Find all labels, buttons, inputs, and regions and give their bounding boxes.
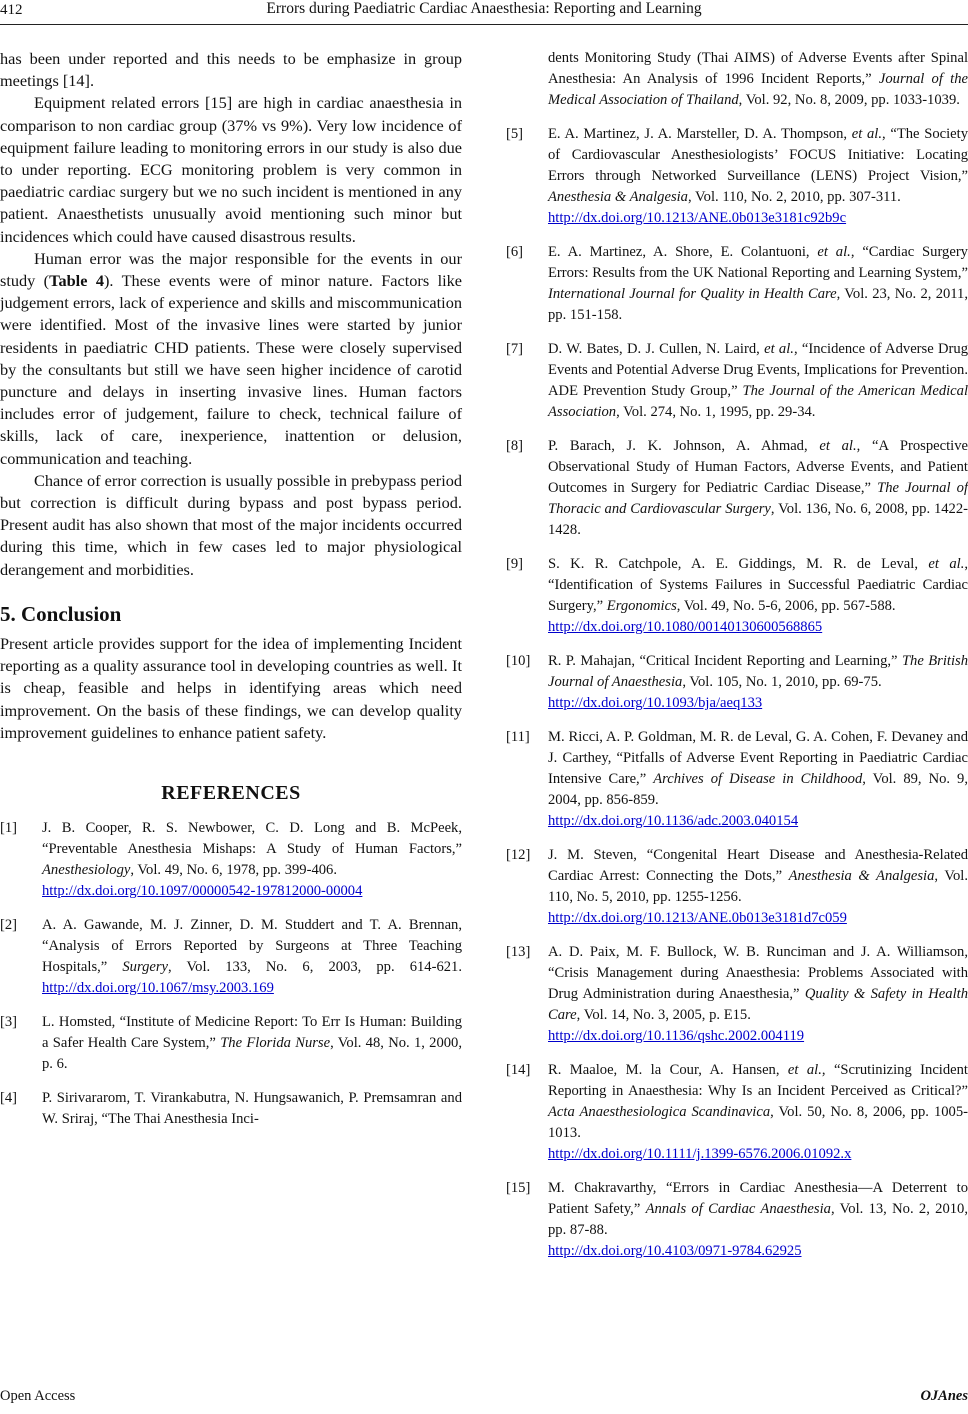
- reference-number: [2]: [0, 917, 18, 934]
- reference-details: , Vol. 48, No. 1, 2000, p. 6.: [42, 1035, 463, 1073]
- reference-number: [7]: [506, 341, 524, 357]
- reference-entry: [506, 554, 968, 638]
- reference-details: , Vol. 133, No. 6, 2003, pp. 614-621.: [168, 959, 462, 976]
- reference-etal: et al.: [928, 556, 965, 572]
- reference-doi-link[interactable]: http://dx.doi.org/10.1111/j.1399-6576.2006.01092.x: [548, 1146, 852, 1162]
- reference-number: [14]: [506, 1062, 531, 1078]
- reference-number: [13]: [506, 944, 531, 960]
- reference-details: , Vol. 136, No. 6, 2008, pp. 1422-1428.: [548, 501, 968, 538]
- reference-doi-link[interactable]: http://dx.doi.org/10.1093/bja/aeq133: [548, 695, 763, 711]
- table-reference: Table 4: [49, 271, 104, 291]
- reference-entry: [506, 727, 968, 832]
- left-column: [0, 48, 462, 1143]
- reference-journal: The British Journal of Anaesthesia: [548, 653, 968, 690]
- journal-abbreviation: OJAnes: [920, 1388, 968, 1404]
- reference-doi-link[interactable]: http://dx.doi.org/10.1136/adc.2003.040154: [548, 813, 799, 829]
- body-paragraph: has been under reported and this needs to be emphasize in group meetings [14].: [0, 49, 462, 91]
- reference-details: , Vol. 274, No. 1, 1995, pp. 29-34.: [616, 404, 816, 420]
- reference-number: [8]: [506, 438, 524, 454]
- reference-doi-link[interactable]: http://dx.doi.org/10.1080/00140130600568865: [548, 619, 823, 635]
- body-paragraph: [0, 248, 462, 470]
- reference-title: , “Scrutinizing Incident Reporting in Anaesthesia: Why Is an Incident Perceived as Critical?”: [548, 1062, 968, 1099]
- reference-details: , Vol. 49, No. 5-6, 2006, pp. 567-588.: [676, 598, 896, 614]
- reference-details: , Vol. 110, No. 5, 2010, pp. 1255-1256.: [548, 868, 968, 905]
- reference-entry: [506, 942, 968, 1047]
- reference-entry: [506, 1060, 968, 1165]
- reference-authors-title: J. M. Steven, “Congenital Heart Disease and Anesthesia-Related Cardiac Arrest: Connecting the Dots,”: [548, 847, 968, 884]
- reference-doi-link[interactable]: http://dx.doi.org/10.1213/ANE.0b013e3181d7c059: [548, 910, 847, 926]
- reference-entry: [506, 339, 968, 423]
- reference-entry: [506, 651, 968, 714]
- reference-authors-title: dents Monitoring Study (Thai AIMS) of Adverse Events after Spinal Anesthesia: An Analysis of 1996 Incident Reports,”: [548, 50, 968, 87]
- reference-etal: et al.: [819, 438, 857, 454]
- page-number: 412: [0, 2, 23, 18]
- paragraph-text: Human error was the major responsible for the events in our study (: [0, 248, 462, 291]
- reference-journal: Quality & Safety in Health Care: [548, 986, 968, 1023]
- reference-details: , Vol. 13, No. 2, 2010, pp. 87-88.: [548, 1201, 968, 1238]
- reference-details: , Vol. 89, No. 9, 2004, pp. 856-859.: [548, 771, 968, 808]
- reference-authors-title: L. Homsted, “Institute of Medicine Report: To Err Is Human: Building a Safer Health Care System,”: [42, 1014, 462, 1052]
- reference-authors-title: R. P. Mahajan, “Critical Incident Reporting and Learning,”: [548, 653, 902, 669]
- page-header: [0, 0, 968, 22]
- reference-list: [0, 818, 462, 1130]
- reference-journal: Ergonomics: [606, 598, 677, 614]
- reference-number: [9]: [506, 556, 524, 572]
- reference-journal: The Journal of the American Medical Association: [548, 383, 968, 420]
- reference-journal: International Journal for Quality in Health Care: [548, 286, 837, 302]
- reference-journal: Archives of Disease in Childhood: [653, 771, 863, 787]
- reference-doi-link[interactable]: http://dx.doi.org/10.1213/ANE.0b013e3181c92b9c: [548, 210, 847, 226]
- open-access-label: Open Access: [0, 1388, 76, 1404]
- reference-entry: [0, 915, 462, 999]
- reference-journal: The Florida Nurse: [220, 1035, 331, 1052]
- reference-authors-title: R. Maaloe, M. la Cour, A. Hansen,: [548, 1062, 788, 1078]
- page-footer: [0, 1388, 968, 1412]
- reference-number: [10]: [506, 653, 531, 669]
- reference-doi-link[interactable]: http://dx.doi.org/10.1067/msy.2003.169: [42, 980, 274, 997]
- reference-journal: Anesthesiology: [42, 862, 131, 879]
- reference-entry: [0, 818, 462, 902]
- reference-title: , “A Prospective Observational Study of Human Factors, Adverse Events, and Patient Outcomes in Surgery for Pediatric Cardiac Disease,”: [548, 438, 968, 496]
- reference-journal: Acta Anaesthesiologica Scandinavica: [548, 1104, 771, 1120]
- reference-details: , Vol. 23, No. 2, 2011, pp. 151-158.: [548, 286, 968, 323]
- reference-entry: [506, 124, 968, 229]
- reference-entry: [506, 436, 968, 541]
- reference-authors-title: A. D. Paix, M. F. Bullock, W. B. Runciman and J. A. Williamson, “Crisis Management during Anaesthesia: Problems Associated with Drug Administration during Anaesthesia,”: [548, 944, 968, 1002]
- right-column: [506, 48, 968, 1275]
- reference-authors-title: A. A. Gawande, M. J. Zinner, D. M. Studdert and T. A. Brennan, “Analysis of Errors Reported by Surgeons at Three Teaching Hospitals,”: [42, 917, 462, 976]
- reference-number: [11]: [506, 729, 530, 745]
- reference-journal: Annals of Cardiac Anaesthesia: [645, 1201, 831, 1217]
- header-rule: [0, 24, 968, 25]
- reference-journal: Surgery: [122, 959, 169, 976]
- reference-entry: [0, 1088, 462, 1130]
- reference-authors-title: M. Ricci, A. P. Goldman, M. R. de Leval, G. A. Cohen, F. Devaney and J. Carthey, “Pitfalls of Adverse Event Reporting in Paediatric Cardiac Intensive Care,”: [548, 729, 968, 787]
- reference-etal: et al.: [851, 126, 882, 142]
- reference-journal: Journal of the Medical Association of Thailand: [548, 71, 968, 108]
- reference-number: [4]: [0, 1090, 18, 1107]
- reference-details: , Vol. 14, No. 3, 2005, p. E15.: [576, 1007, 751, 1023]
- reference-number: [1]: [0, 820, 18, 837]
- reference-authors-title: M. Chakravarthy, “Errors in Cardiac Anesthesia—A Deterrent to Patient Safety,”: [548, 1180, 968, 1217]
- references-heading: REFERENCES: [161, 782, 301, 805]
- reference-entry: [506, 48, 968, 111]
- reference-journal: Anesthesia & Analgesia: [788, 868, 935, 884]
- reference-details: , Vol. 92, No. 8, 2009, pp. 1033-1039.: [738, 92, 960, 108]
- reference-number: [6]: [506, 244, 524, 260]
- reference-etal: et al.: [817, 244, 851, 260]
- reference-journal: Anesthesia & Analgesia: [548, 189, 688, 205]
- reference-etal: et al.: [787, 1062, 822, 1078]
- reference-authors-title: P. Sirivararom, T. Virankabutra, N. Hungsawanich, P. Premsamran and W. Sriraj, “The Thai Anesthesia Inci-: [42, 1090, 462, 1128]
- reference-entry: [506, 1178, 968, 1262]
- reference-list: [506, 48, 968, 1262]
- reference-details: , Vol. 105, No. 1, 2010, pp. 69-75.: [682, 674, 882, 690]
- conclusion-paragraph: Present article provides support for the idea of implementing Incident reporting as a quality assurance tool in developing countries as well. It is cheap, feasible and helps in identifying areas which need improvement. On the basis of these findings, we can develop quality improvement guidelines to enhance patient safety.: [0, 634, 462, 742]
- reference-authors-title: P. Barach, J. K. Johnson, A. Ahmad,: [548, 438, 820, 454]
- body-paragraph: Chance of error correction is usually possible in prebypass period but correction is difficult during bypass and post bypass period. Present audit has also shown that most of the major incidents occurred during this time, which in few cases led to major physiological derangement and morbidities.: [0, 470, 462, 579]
- reference-authors-title: S. K. R. Catchpole, A. E. Giddings, M. R. de Leval,: [548, 556, 929, 572]
- reference-details: , Vol. 49, No. 6, 1978, pp. 399-406.: [130, 862, 337, 879]
- body-paragraph: Equipment related errors [15] are high in cardiac anaesthesia in comparison to non cardiac group (37% vs 9%). Very low incidence of equipment failure leading to monitoring errors in our study is also due to under reporting. ECG monitoring problem is very common in paediatric cardiac surgery but we no such incident is mentioned in any patient. Anaesthetists unusually avoid mentioning such minor but incidences which could have caused disastrous results.: [0, 93, 462, 246]
- section-heading: 5. Conclusion: [0, 601, 122, 626]
- reference-title: , “Incidence of Adverse Drug Events and Potential Adverse Drug Events, Implications for Prevention. ADE Prevention Study Group,”: [548, 341, 968, 399]
- reference-authors-title: D. W. Bates, D. J. Cullen, N. Laird,: [548, 341, 765, 357]
- reference-doi-link[interactable]: http://dx.doi.org/10.1097/00000542-197812000-00004: [42, 883, 363, 900]
- paragraph-text: ). These events were of minor nature. Factors like judgement errors, lack of experience and skills and miscommunication were identified. Most of the invasive lines were started by junior residents in paediatric CHD patients. These were closely supervised by the consultants but still we have seen higher incidence of carotid puncture and delays in inserting invasive lines. Human factors includes error of judgement, failure to check, technical failure of skills, lack of care, inexperience, inattention or delusion, communication and teaching.: [0, 271, 462, 468]
- reference-number: [5]: [506, 126, 524, 142]
- reference-title: , “The Society of Cardiovascular Anesthesiologists’ FOCUS Initiative: Locating Errors through Networked Surveillance (LENS) Project Vision,”: [548, 126, 968, 184]
- reference-title: , “Cardiac Surgery Errors: Results from the UK National Reporting and Learning System,”: [548, 244, 968, 281]
- reference-details: , Vol. 110, No. 2, 2010, pp. 307-311.: [687, 189, 901, 205]
- reference-etal: et al.: [764, 341, 794, 357]
- reference-authors-title: E. A. Martinez, J. A. Marsteller, D. A. Thompson,: [548, 126, 852, 142]
- reference-title: , “Identification of Systems Failures in Successful Paediatric Cardiac Surgery,”: [548, 556, 968, 614]
- running-title: Errors during Paediatric Cardiac Anaesthesia: Reporting and Learning: [266, 0, 702, 17]
- reference-number: [3]: [0, 1014, 18, 1031]
- reference-details: , Vol. 50, No. 8, 2006, pp. 1005-1013.: [548, 1104, 968, 1141]
- reference-entry: [506, 242, 968, 326]
- reference-journal: The Journal of Thoracic and Cardiovascular Surgery: [548, 480, 968, 517]
- reference-authors-title: J. B. Cooper, R. S. Newbower, C. D. Long and B. McPeek, “Preventable Anesthesia Mishaps: A Study of Human Factors,”: [42, 820, 462, 858]
- reference-doi-link[interactable]: http://dx.doi.org/10.1136/qshc.2002.004119: [548, 1028, 805, 1044]
- reference-number: [15]: [506, 1180, 531, 1196]
- reference-entry: [506, 845, 968, 929]
- reference-doi-link[interactable]: http://dx.doi.org/10.4103/0971-9784.62925: [548, 1243, 802, 1259]
- reference-authors-title: E. A. Martinez, A. Shore, E. Colantuoni,: [548, 244, 818, 260]
- reference-number: [12]: [506, 847, 531, 863]
- reference-entry: [0, 1012, 462, 1075]
